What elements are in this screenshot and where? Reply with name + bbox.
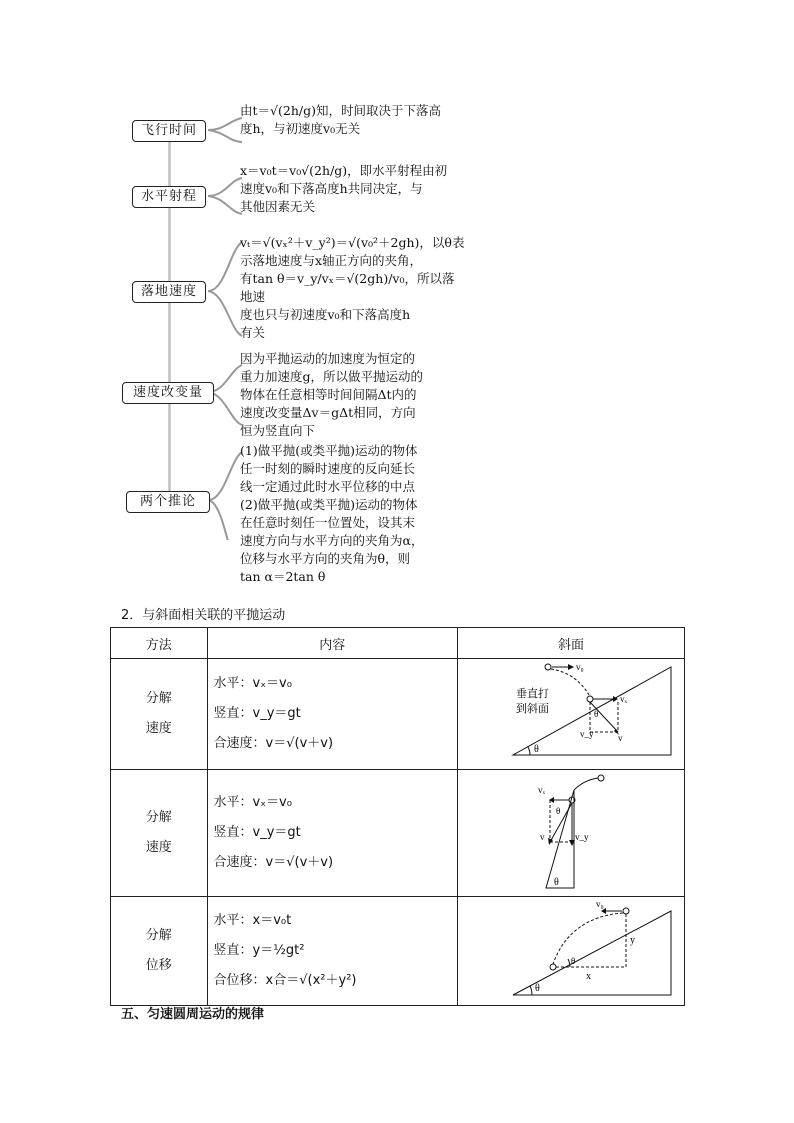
flight-time-text: 由t＝√(2h/g)知，时间取决于下落高 度h，与初速度v₀无关 — [240, 103, 441, 136]
d1-vx: vₓ — [620, 694, 628, 704]
d3-y: y — [630, 935, 635, 946]
section-2-title: 2．与斜面相关联的平抛运动 — [121, 608, 286, 623]
d1-note-1: 垂直打 — [516, 688, 549, 700]
d2-vx: vₓ — [538, 785, 546, 795]
incline-diagram-3 — [458, 897, 684, 1001]
d1-vy: v_y — [580, 729, 594, 739]
d1-theta: θ — [534, 744, 539, 755]
row3-diagram — [458, 897, 685, 1006]
horizontal-range-text: x＝v₀t＝v₀√(2h/g)，即水平射程由初 速度v₀和下落高度h共同决定，与 其他因素无关 — [240, 163, 448, 214]
d2-theta-top: θ — [556, 806, 561, 816]
d3-v0: v₀ — [596, 899, 604, 909]
d1-note-2: 到斜面 — [516, 703, 549, 715]
row3-method: 分解 位移 — [111, 897, 208, 1006]
d1-v: v — [618, 733, 623, 743]
row3-content: 水平：x＝v₀t 竖直：y＝½gt² 合位移：x合＝√(x²＋y²) — [207, 897, 457, 1006]
d3-x: x — [586, 971, 591, 982]
header-content: 内容 — [207, 628, 457, 659]
d1-theta2: θ — [594, 709, 599, 719]
two-corollaries-text: (1)做平抛(或类平抛)运动的物体 任一时刻的瞬时速度的反向延长 线一定通过此时水平位移的中点 (2)做平抛(或类平抛)运动的物体 在任意时刻任一位置处，设其末 速度方向与水平方向的夹角为α， 位移与水平方向的夹角为θ，则 tan α＝2tan θ — [240, 443, 424, 584]
d2-theta-bottom: θ — [554, 877, 559, 888]
mindmap-node-landing-speed: 落地速度 — [132, 281, 206, 303]
mindmap-node-flight-time: 飞行时间 — [132, 120, 206, 142]
d1-v0: v₀ — [576, 662, 584, 672]
row2-diagram — [458, 770, 685, 897]
header-method: 方法 — [111, 628, 208, 659]
velocity-change-text: 因为平抛运动的加速度为恒定的 重力加速度g，所以做平抛运动的 物体在任意相等时间间隔Δt内的 速度改变量Δv＝gΔt相同，方向 恒为竖直向下 — [240, 351, 424, 438]
d2-vy: v_y — [575, 832, 589, 842]
mindmap-connectors — [150, 80, 250, 540]
row2-method: 分解 速度 — [111, 770, 208, 897]
d3-theta-base: θ — [535, 983, 540, 994]
row1-content: 水平：vₓ＝v₀ 竖直：v_y＝gt 合速度：v＝√(v＋v) — [207, 659, 457, 770]
d3-theta: θ — [571, 956, 576, 966]
incline-projectile-table — [110, 627, 685, 1006]
row1-diagram — [458, 659, 685, 770]
d2-v: v — [540, 832, 545, 842]
row2-content: 水平：vₓ＝v₀ 竖直：v_y＝gt 合速度：v＝√(v＋v) — [207, 770, 457, 897]
section-5-title: 五、匀速圆周运动的规律 — [121, 1007, 265, 1022]
incline-diagram-2 — [458, 770, 684, 892]
incline-diagram-1 — [458, 659, 684, 765]
mindmap-node-horizontal-range: 水平射程 — [132, 186, 206, 208]
landing-speed-text: vₜ＝√(vₓ²＋v_y²)＝√(v₀²＋2gh)，以θ表 示落地速度与x轴正方向的夹角， 有tan θ＝v_y/vₓ＝√(2gh)/v₀，所以落地速 度也只与初速度v₀和下落高度h 有关 — [240, 235, 465, 340]
mindmap-node-velocity-change: 速度改变量 — [122, 382, 214, 404]
mindmap-node-two-corollaries: 两个推论 — [126, 491, 210, 513]
row1-method: 分解 速度 — [111, 659, 208, 770]
header-incline: 斜面 — [458, 628, 685, 659]
